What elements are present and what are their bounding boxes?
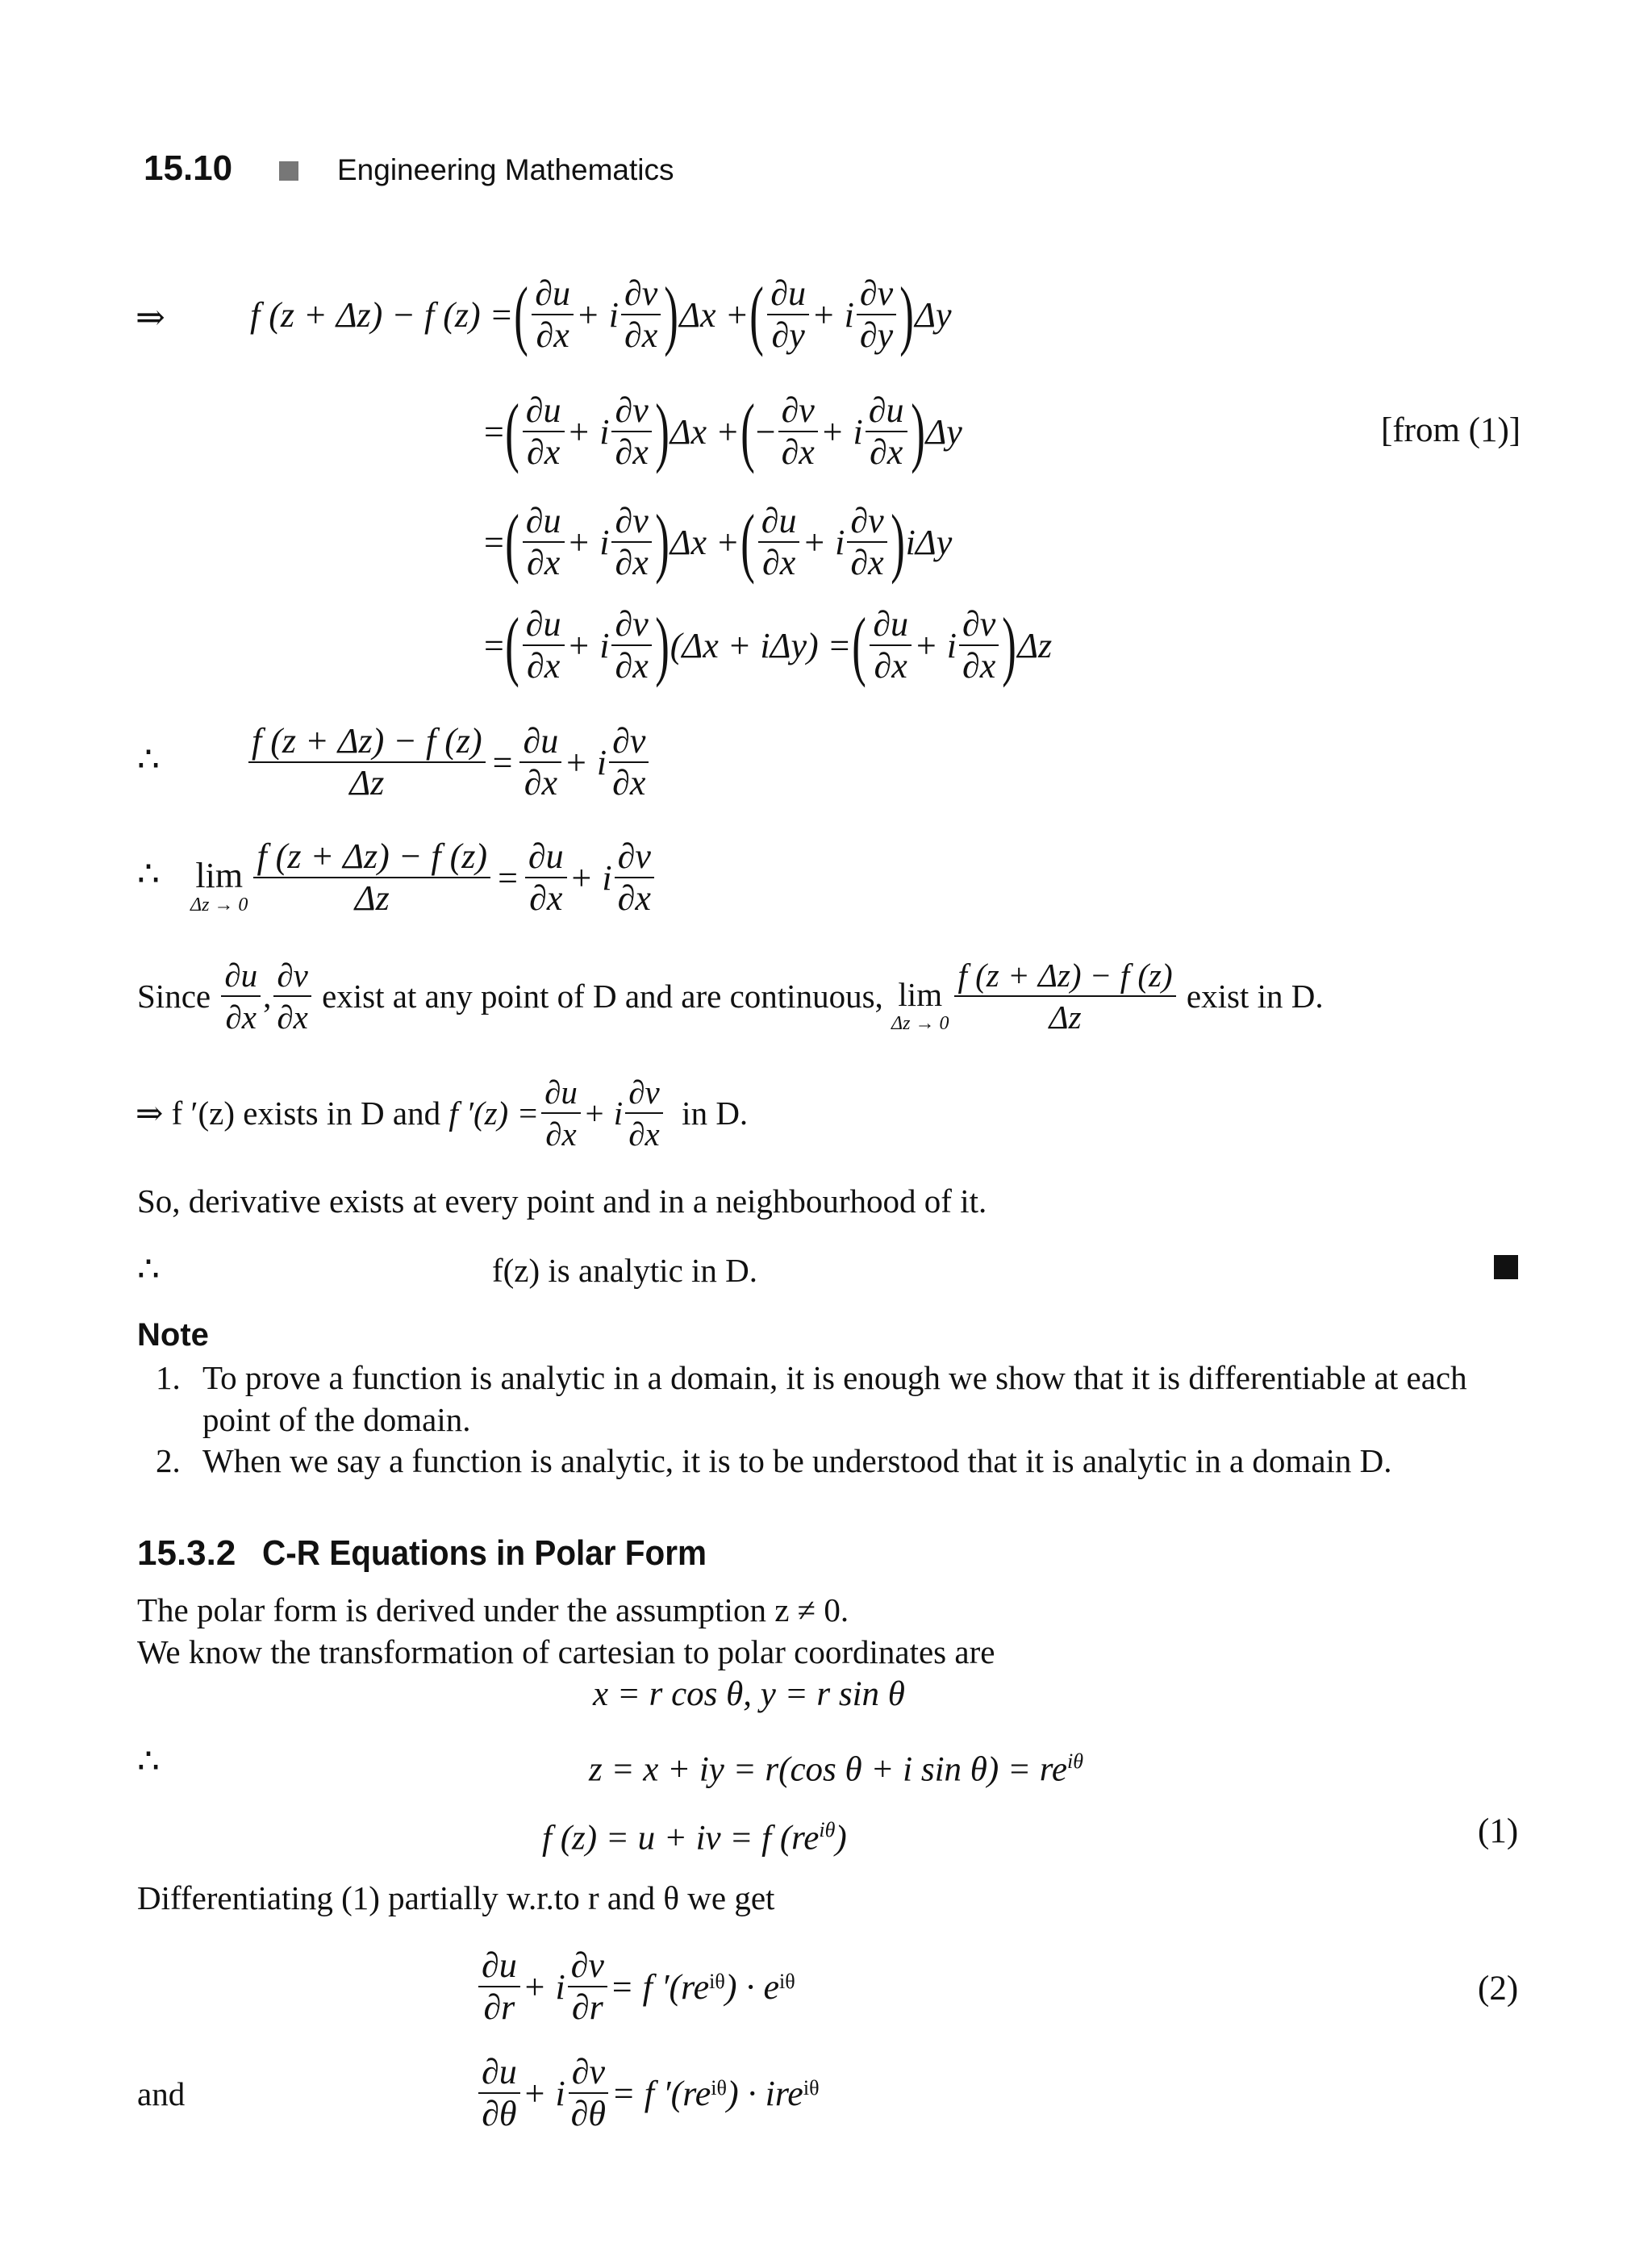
since-paragraph: Since $\frac{\partial u}{\partial x}$ , $\frac{\partial v}{\partial x}$ exist at any point of D and are continuous, lim Δz → 0 $\frac{f (z + \Delta z) - f (z)}{\Delta z}$ exist in D. <box>137 957 1324 1036</box>
derivation-line-3: = ( $\frac{\partial u}{\partial x}$ + i $\frac{\partial v}{\partial x}$ ) Δx + ( $\frac{\partial u}{\partial x}$ + i $\frac{\partial v}{\partial x}$ ) iΔy <box>484 498 953 585</box>
difference-quotient: $\frac{f (z + \Delta z) - f (z)}{\Delta z}$ = $\frac{\partial u}{\partial x}$ + i $\frac{\partial v}{\partial x}$ <box>246 718 651 807</box>
limit-equation: lim Δz → 0 $\frac{f (z + \Delta z) - f (z)}{\Delta z}$ = $\frac{\partial u}{\partial x}$ + i $\frac{\partial v}{\partial x}$ <box>190 833 657 922</box>
note-item-number: 2. <box>156 1442 181 1479</box>
partial-r-equation: $\frac{\partial u}{\partial r}$ + i $\frac{\partial v}{\partial r}$ = f ′(re iθ ) · e iθ <box>476 1942 795 2031</box>
derivation-line-2: = ( $\frac{\partial u}{\partial x}$ + i $\frac{\partial v}{\partial x}$ ) Δx + ( − $\frac{\partial v}{\partial x}$ + i $\frac{\partial u}{\partial x}$ ) Δy <box>484 388 962 474</box>
note-item-text: point of the domain. <box>202 1401 471 1438</box>
equation-label-1: (1) <box>1478 1812 1519 1850</box>
page-number: 15.10 <box>144 148 233 188</box>
section-title: C-R Equations in Polar Form <box>262 1533 707 1573</box>
header-square-icon <box>279 161 298 181</box>
xy-polar-equation: x = r cos θ, y = r sin θ <box>593 1675 905 1713</box>
z-polar-equation: z = x + iy = r(cos θ + i $\sin \theta) = re^{i\theta}$ <box>589 1749 1083 1789</box>
equation-label-2: (2) <box>1478 1970 1519 2008</box>
note-item-text: To prove a function is analytic in a domain, it is enough we show that it is differentiable at each <box>202 1359 1467 1396</box>
and-word: and <box>137 2075 186 2112</box>
conclusion: f(z) is analytic in D. <box>492 1252 758 1289</box>
partial-theta-equation: $\frac{\partial u}{\partial\theta}$ + i $\frac{\partial v}{\partial\theta}$ = f ′(re iθ ) · ire iθ <box>476 2049 820 2137</box>
section-number: 15.3.2 <box>137 1533 236 1573</box>
differentiating-sentence: Differentiating (1) partially w.r.to r and θ we get <box>137 1879 775 1916</box>
therefore-symbol: ∴ <box>137 854 160 894</box>
note-heading: Note <box>137 1317 209 1353</box>
polar-assumption: The polar form is derived under the assumption z ≠ 0. <box>137 1591 849 1628</box>
from-eq1-note: [from (1)] <box>1381 411 1521 449</box>
derivation-line-4: = ( $\frac{\partial u}{\partial x}$ + i $\frac{\partial v}{\partial x}$ ) (Δx + iΔy) = ( $\frac{\partial u}{\partial x}$ + i $\frac{\partial v}{\partial x}$ ) Δz <box>484 602 1053 688</box>
note-item-number: 1. <box>156 1359 181 1396</box>
derivative-sentence: So, derivative exists at every point and in a neighbourhood of it. <box>137 1182 987 1220</box>
end-of-proof-square <box>1494 1255 1518 1279</box>
implies-symbol: ⇒ <box>136 298 165 337</box>
fprime-paragraph: ⇒ f ′(z) exists in D and f ′(z) = $\frac{\partial u}{\partial x}$ + i $\frac{\partial v}{\partial x}$ in D. <box>136 1074 749 1153</box>
book-title: Engineering Mathematics <box>337 153 674 186</box>
line1-lhs: f (z + Δz) − f (z) = <box>250 294 514 335</box>
derivation-line-1: f (z + Δz) − f (z) = ( $\frac{\partial u}{\partial x}$ + i $\frac{\partial v}{\partial x}$ ) Δx + ( $\frac{\partial u}{\partial y}$ + i $\frac{\partial v}{\partial y}$ ) Δy <box>250 271 952 357</box>
note-item-text: When we say a function is analytic, it is to be understood that it is analytic in a domain D. <box>202 1442 1392 1479</box>
therefore-symbol: ∴ <box>137 740 160 779</box>
therefore-symbol: ∴ <box>137 1741 160 1781</box>
f-polar-equation: f (z) = u + iv = f $(re^{i\theta})$ <box>542 1818 847 1858</box>
polar-transformation: We know the transformation of cartesian to polar coordinates are <box>137 1633 995 1670</box>
therefore-symbol: ∴ <box>137 1249 160 1289</box>
